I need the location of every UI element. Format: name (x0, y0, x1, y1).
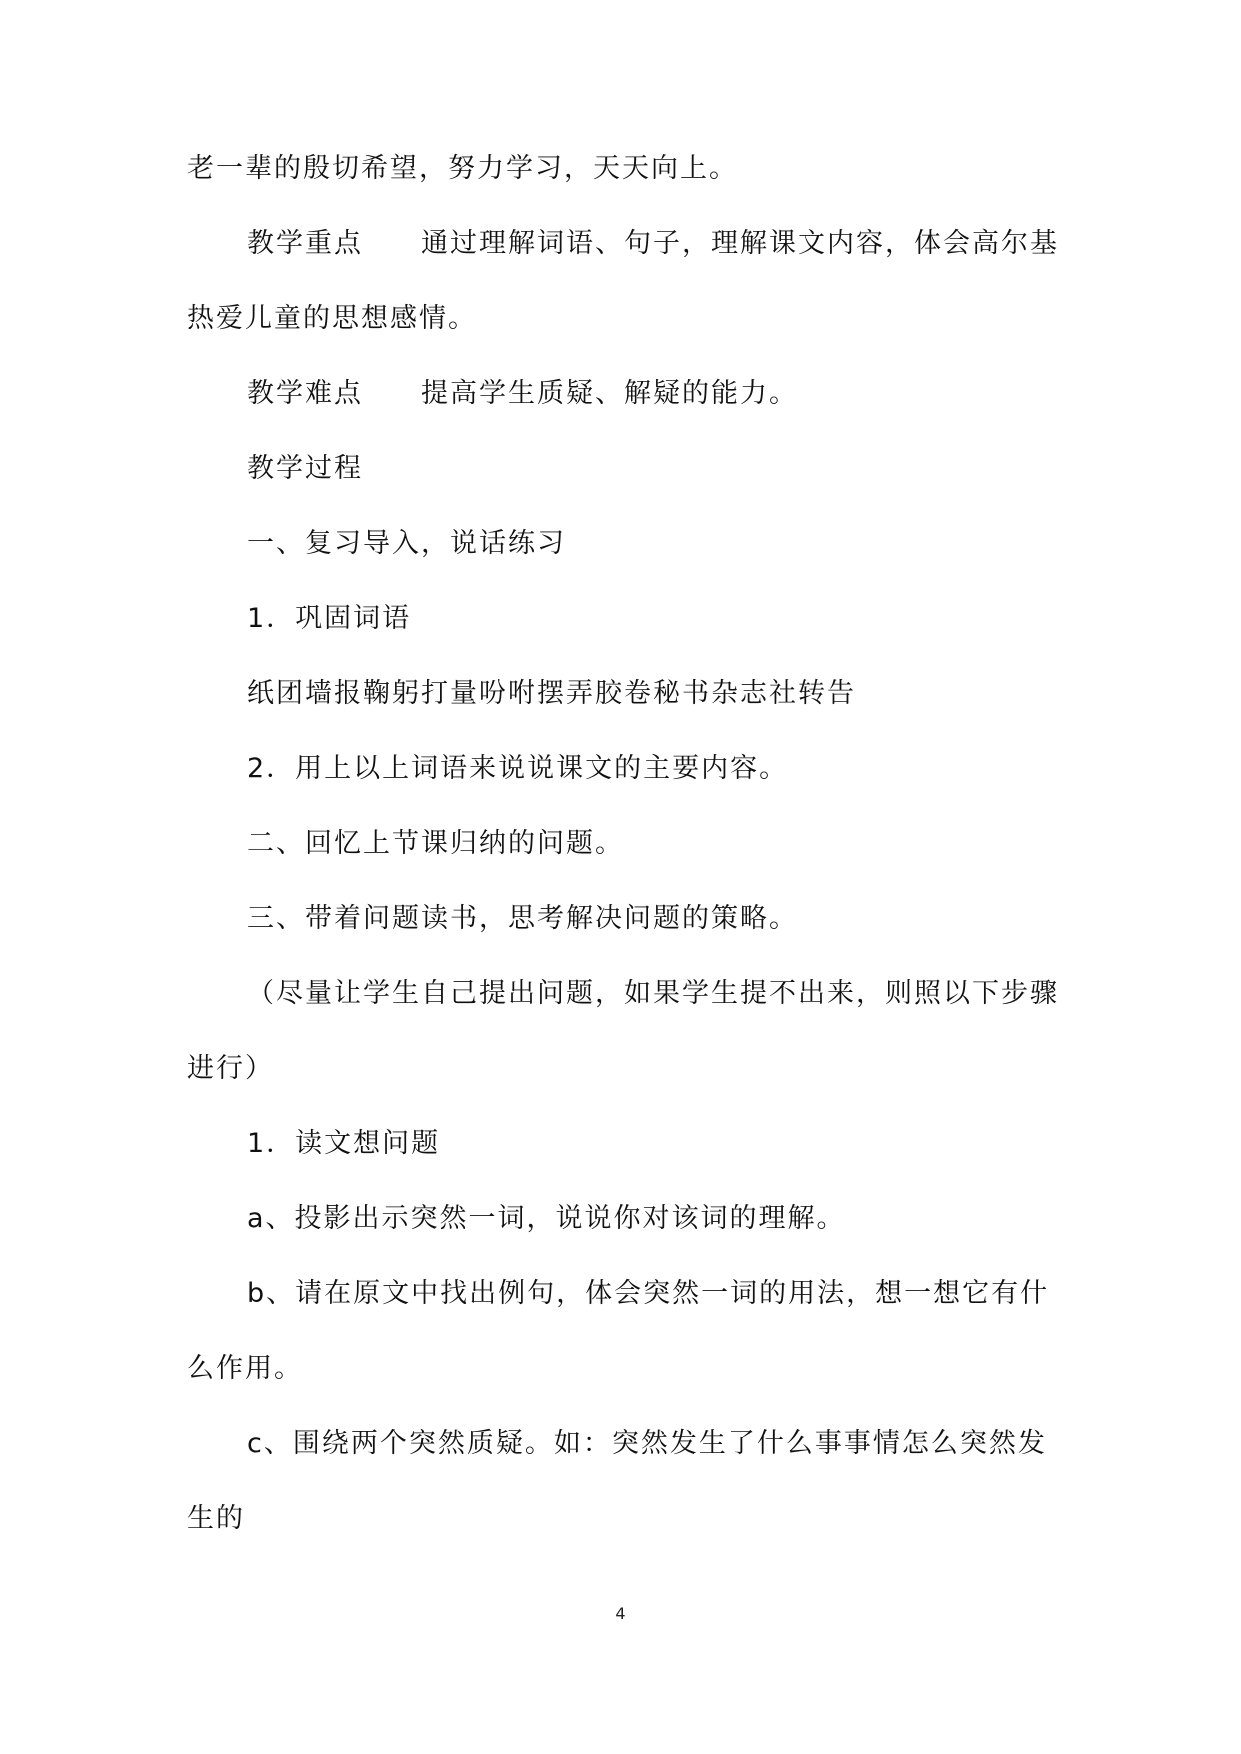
paragraph-line: 进行） (187, 1053, 274, 1084)
vocabulary-list: 纸团墙报鞠躬打量吩咐摆弄胶卷秘书杂志社转告 (247, 678, 856, 709)
numbered-item: 1．巩固词语 (247, 603, 412, 634)
page-number: 4 (615, 1604, 626, 1623)
paragraph-line: 生的 (187, 1503, 245, 1534)
section-heading: 三、带着问题读书，思考解决问题的策略。 (247, 903, 798, 934)
numbered-item: 2．用上以上词语来说说课文的主要内容。 (247, 753, 789, 784)
section-heading: 二、回忆上节课归纳的问题。 (247, 828, 624, 859)
lettered-item: b、请在原文中找出例句，体会突然一词的用法，想一想它有什 (247, 1278, 1050, 1309)
teaching-focus-line: 教学重点 通过理解词语、句子，理解课文内容，体会高尔基 (247, 228, 1059, 259)
lettered-item: c、围绕两个突然质疑。如：突然发生了什么事事情怎么突然发 (247, 1428, 1047, 1459)
paragraph-line: 热爱儿童的思想感情。 (187, 303, 477, 334)
paragraph-line: （尽量让学生自己提出问题，如果学生提不出来，则照以下步骤 (247, 978, 1059, 1009)
paragraph-line: 么作用。 (187, 1353, 303, 1384)
paragraph-line: 老一辈的殷切希望，努力学习，天天向上。 (187, 153, 738, 184)
lettered-item: a、投影出示突然一词，说说你对该词的理解。 (247, 1203, 846, 1234)
teaching-difficulty-line: 教学难点 提高学生质疑、解疑的能力。 (247, 378, 798, 409)
section-heading: 一、复习导入，说话练习 (247, 528, 566, 559)
section-heading: 教学过程 (247, 453, 363, 484)
numbered-item: 1．读文想问题 (247, 1128, 441, 1159)
